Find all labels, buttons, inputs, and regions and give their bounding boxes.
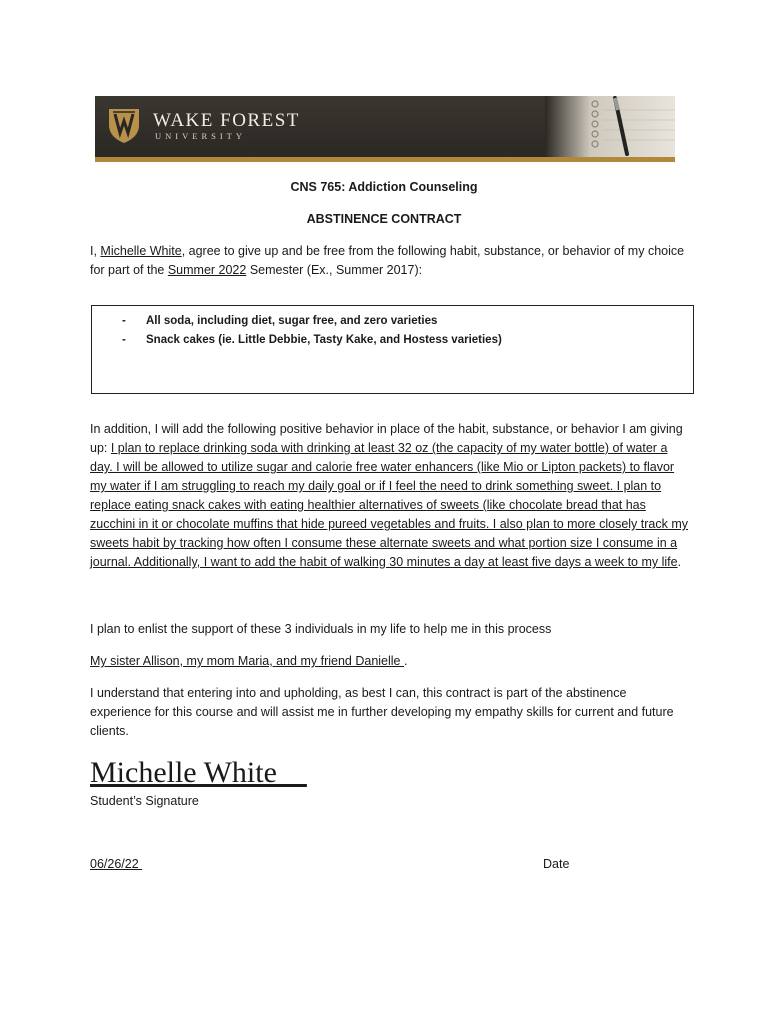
course-title: CNS 765: Addiction Counseling [290, 180, 478, 194]
wake-forest-banner [95, 96, 675, 162]
wake-forest-shield-logo [103, 103, 145, 145]
document-title: ABSTINENCE CONTRACT [306, 212, 462, 226]
understanding-paragraph: I understand that entering into and upholding, as best I can, this contract is part of the abstinence experience for this course and will assist me in further developing my empathy skills for current and future clients. [90, 686, 674, 738]
student-name: Michelle White [100, 244, 182, 258]
support-lead: I plan to enlist the support of these 3 individuals in my life to help me in this process [90, 622, 552, 636]
semester: Summer 2022 [167, 263, 247, 277]
notebook-pen-icon [545, 96, 675, 157]
positive-behavior-text: I plan to replace drinking soda with drinking at least 32 oz (the capacity of my water bottle) of water a day. I will be allowed to utilize sugar and calorie free water enhancers (like Mio or Lipton packets) to flavor my water if I am struggling to reach my daily goal or if I feel the need to drink something sweet. I plan to replace eating snack cakes with eating healthier alternatives of sweets (like chocolate bread that has zucchini in it or chocolate muffins that hide pureed vegetables and fruits. I also plan to more closely track my sweets habit by tracking how often I consume these alternate sweets and what portion size I consume in a journal. Additionally, I want to add the habit of walking 30 minutes a day at least five days a week to my life [90, 441, 688, 569]
habit-box [91, 305, 694, 394]
university-name: WAKE FOREST [153, 110, 300, 131]
support-names: My sister Allison, my mom Maria, and my friend Danielle [90, 654, 404, 668]
support-names-line: My sister Allison, my mom Maria, and my friend Danielle . [90, 654, 408, 668]
student-signature: Michelle White [90, 756, 307, 789]
habit-item: - All soda, including diet, sugar free, and zero varieties [122, 315, 438, 327]
date-value: 06/26/22 [90, 857, 143, 871]
positive-behavior-paragraph: In addition, I will add the following positive behavior in place of the habit, substance, or behavior I am giving up: I plan to replace drinking soda with drinking at least 32 oz (the capacity of my water bottle) of water a day. I will be allowed to utilize sugar and calorie free water enhancers (like Mio or Lipton packets) to flavor my water if I am struggling to reach my daily goal or if I feel the need to drink something sweet. I plan to replace eating snack cakes with eating healthier alternatives of sweets (like chocolate bread that has zucchini in it or chocolate muffins that hide pureed vegetables and fruits. I also plan to more closely track my sweets habit by tracking how often I consume these alternate sweets and what portion size I consume in a journal. Additionally, I want to add the habit of walking 30 minutes a day at least five days a week to my life. [90, 422, 688, 569]
signature-label: Student’s Signature [90, 794, 199, 808]
intro-paragraph: I, Michelle White, agree to give up and be free from the following habit, substance, or behavior of my choice for part of the Summer 2022 Semester (Ex., Summer 2017): [90, 244, 685, 277]
date-label: Date [543, 857, 570, 871]
habit-item: - Snack cakes (ie. Little Debbie, Tasty Kake, and Hostess varieties) [122, 334, 502, 346]
university-subtitle: UNIVERSITY [155, 131, 246, 141]
